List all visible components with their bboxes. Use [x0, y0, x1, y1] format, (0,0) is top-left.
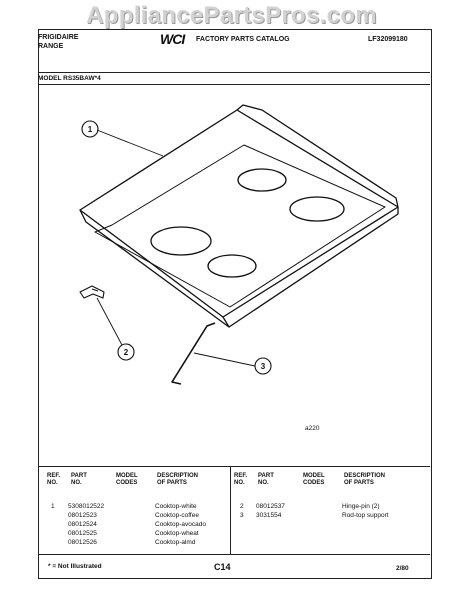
- cooktop-outline: [80, 110, 398, 317]
- burner-opening-rear-left: [238, 169, 286, 191]
- callout-label-3: 3: [260, 362, 266, 371]
- leader-3: [194, 353, 255, 366]
- row-5-desc: Cooktop-almd: [155, 539, 196, 546]
- header-ref-left: REF. NO.: [47, 473, 61, 486]
- catalog-number: LF32099180: [368, 36, 408, 43]
- row-3-part: 08012524: [68, 521, 97, 528]
- brand-line-2: RANGE: [38, 43, 64, 50]
- table-top-rule: [38, 466, 430, 467]
- row-2-desc: Cooktop-coffee: [155, 512, 199, 519]
- watermark: AppliancePartsPros.com: [86, 2, 377, 29]
- cooktop-front-edge: [229, 207, 398, 327]
- burner-opening-rear-right: [290, 197, 344, 221]
- leader-1: [97, 130, 163, 156]
- hinge-pin: [80, 286, 104, 298]
- header-ref-right: REF. NO.: [234, 473, 248, 486]
- row-r2-ref: 3: [240, 512, 244, 519]
- row-2-part: 08012523: [68, 512, 97, 519]
- burner-opening-front-left: [151, 227, 211, 255]
- table-bottom-rule: [38, 554, 430, 555]
- catalog-title: FACTORY PARTS CATALOG: [196, 36, 290, 43]
- catalog-date: 2/80: [396, 565, 409, 572]
- row-5-part: 08012526: [68, 539, 97, 546]
- page-code: C14: [214, 562, 231, 572]
- row-3-desc: Cooktop-avocado: [155, 521, 206, 528]
- wci-logo: WCI: [160, 31, 185, 47]
- header-model-left: MODEL CODES: [116, 473, 138, 486]
- row-4-desc: Cooktop-wheat: [155, 530, 199, 537]
- leader-2: [97, 298, 122, 345]
- row-r2-part: 3031554: [256, 512, 282, 519]
- row-r2-desc: Rod-top support: [342, 512, 389, 519]
- row-1-ref: 1: [51, 503, 55, 510]
- cooktop-inner-recess: [95, 145, 385, 307]
- model-number: MODEL RS35BAW*4: [38, 75, 101, 82]
- row-4-part: 08012525: [68, 530, 97, 537]
- table-column-divider: [230, 466, 231, 554]
- cooktop-left-flange: [80, 210, 229, 327]
- header-desc-right: DESCRIPTION OF PARTS: [344, 473, 386, 486]
- support-rod: [172, 323, 215, 384]
- callout-label-1: 1: [87, 125, 93, 134]
- row-r1-desc: Hinge-pin (2): [342, 503, 380, 510]
- row-1-desc: Cooktop-white: [155, 503, 197, 510]
- header-desc-left: DESCRIPTION OF PARTS: [157, 473, 199, 486]
- figure-code: a220: [305, 425, 320, 432]
- brand-line-1: FRIGIDAIRE: [38, 34, 79, 41]
- not-illustrated-note: * = Not Illustrated: [48, 563, 102, 570]
- header-model-right: MODEL CODES: [303, 473, 325, 486]
- callout-label-2: 2: [123, 348, 129, 357]
- row-1-part: 5308012522: [68, 503, 105, 510]
- row-r1-part: 08012537: [256, 503, 285, 510]
- row-r1-ref: 2: [240, 503, 244, 510]
- header-part-right: PART NO.: [258, 473, 274, 486]
- header-part-left: PART NO.: [71, 473, 87, 486]
- burner-opening-front-right: [208, 255, 256, 277]
